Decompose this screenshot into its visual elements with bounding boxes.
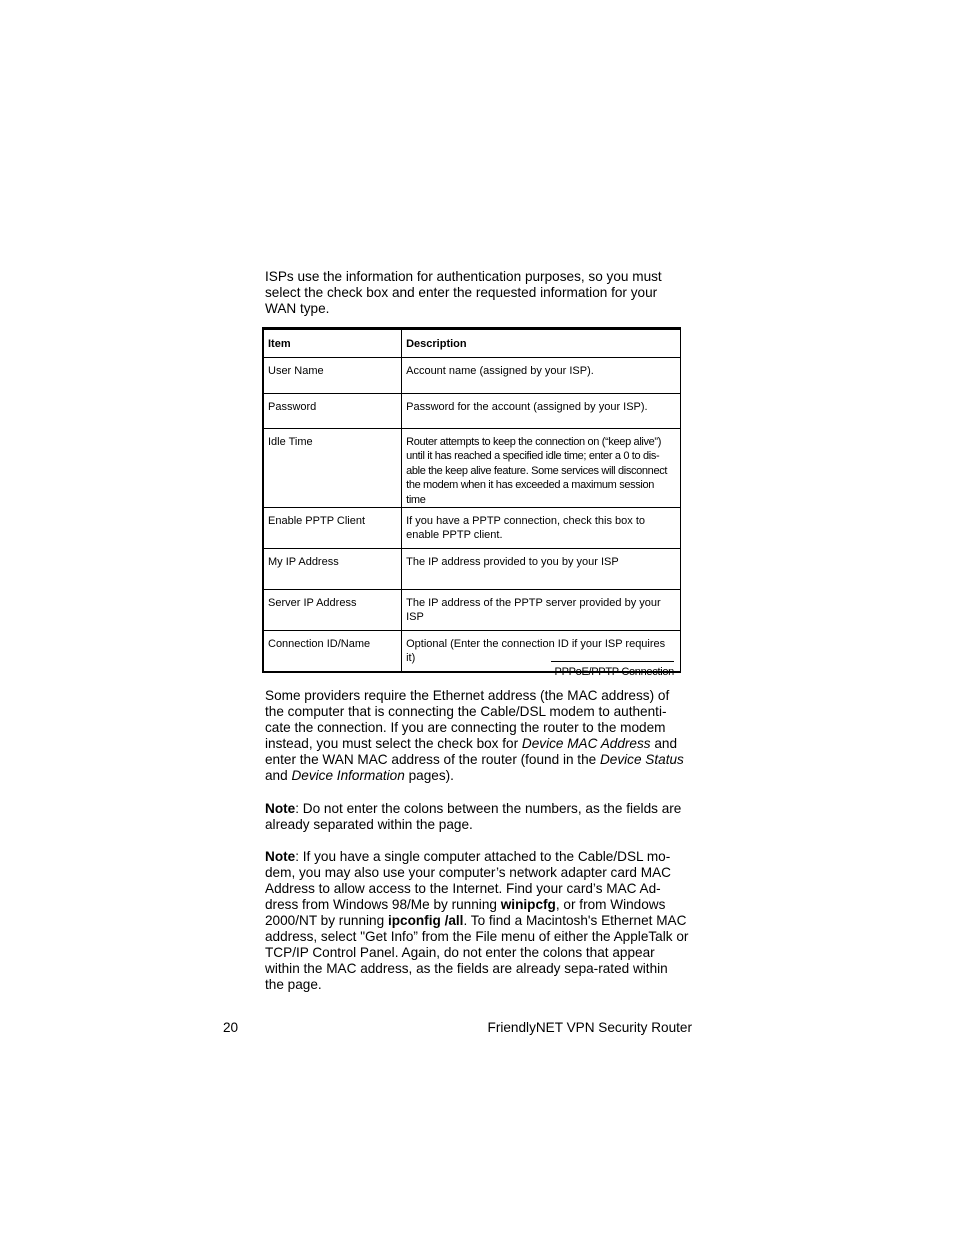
note-text: : Do not enter the colons between the numbers, as the fields are already separated within the page.	[265, 801, 682, 832]
table-row	[263, 549, 681, 590]
table-caption: PPPoE/PPTP Connection	[551, 661, 674, 678]
row-description: Optional (Enter the connection ID if your ISP requires it)	[402, 631, 681, 672]
mac-address-paragraph	[265, 688, 689, 784]
mac-text-2: and enter the WAN MAC address of the router (found in the	[265, 736, 678, 767]
row-description: Account name (assigned by your ISP).	[402, 358, 681, 394]
running-footer-title: FriendlyNET VPN Security Router	[487, 1020, 692, 1035]
row-description: The IP address of the PPTP server provided by your ISP	[402, 590, 681, 631]
row-item: Idle Time	[263, 429, 402, 508]
table-header-row	[263, 329, 681, 358]
device-status-term: Device Status	[599, 752, 684, 767]
table-row	[263, 590, 681, 631]
row-item: Connection ID/Name	[263, 631, 402, 672]
note-single-computer	[265, 849, 689, 993]
header-description: Description	[402, 329, 681, 358]
row-item: Enable PPTP Client	[263, 508, 402, 549]
row-item: My IP Address	[263, 549, 402, 590]
mac-text-4: pages).	[404, 768, 454, 783]
row-item: Password	[263, 394, 402, 429]
row-description: The IP address provided to you by your ISP	[402, 549, 681, 590]
row-description: Router attempts to keep the connection on (“keep alive”) until it has reached a specified idle time; enter a 0 to dis-able the keep alive feature. Some services will disconnect the modem when it has exceeded a maximum session time	[402, 429, 681, 508]
table-row	[263, 358, 681, 394]
pppoe-pptp-table	[262, 327, 681, 673]
note-label: Note	[265, 849, 296, 864]
ipconfig-command: ipconfig /all	[387, 913, 464, 928]
note-colons	[265, 801, 689, 833]
row-description: Password for the account (assigned by your ISP).	[402, 394, 681, 429]
note-text-2: , or from Windows 2000/NT by running	[265, 897, 666, 928]
header-item: Item	[263, 329, 402, 358]
row-description: If you have a PPTP connection, check this box to enable PPTP client.	[402, 508, 681, 549]
device-mac-address-term: Device MAC Address	[521, 736, 651, 751]
row-item: User Name	[263, 358, 402, 394]
table-row	[263, 508, 681, 549]
device-information-term: Device Information	[291, 768, 405, 783]
note-text-3: . To find a Macintosh's Ethernet MAC address, select "Get Info” from the File menu of either the AppleTalk or TCP/IP Control Panel. Again, do not enter the colons that appear within the MAC address, as the fields are already sepa-rated within the page.	[265, 913, 689, 992]
row-item: Server IP Address	[263, 590, 402, 631]
mac-text-1: Some providers require the Ethernet address (the MAC address) of the computer that is connecting the Cable/DSL modem to authenti-cate the connection. If you are connecting the router to the modem instead, you must select the check box for	[265, 688, 670, 751]
note-text-1: : If you have a single computer attached to the Cable/DSL mo-dem, you may also use your computer’s network adapter card MAC Address to allow access to the Internet. Find your card’s MAC Ad-dress from Windows 98/Me by running	[265, 849, 671, 912]
page-number: 20	[223, 1020, 239, 1035]
winipcfg-command: winipcfg	[500, 897, 556, 912]
mac-text-3: and	[265, 768, 292, 783]
table-row	[263, 394, 681, 429]
note-label: Note	[265, 801, 296, 816]
intro-paragraph: ISPs use the information for authentication purposes, so you must select the check box and enter the requested information for your WAN type.	[265, 269, 662, 316]
table-row	[263, 429, 681, 508]
